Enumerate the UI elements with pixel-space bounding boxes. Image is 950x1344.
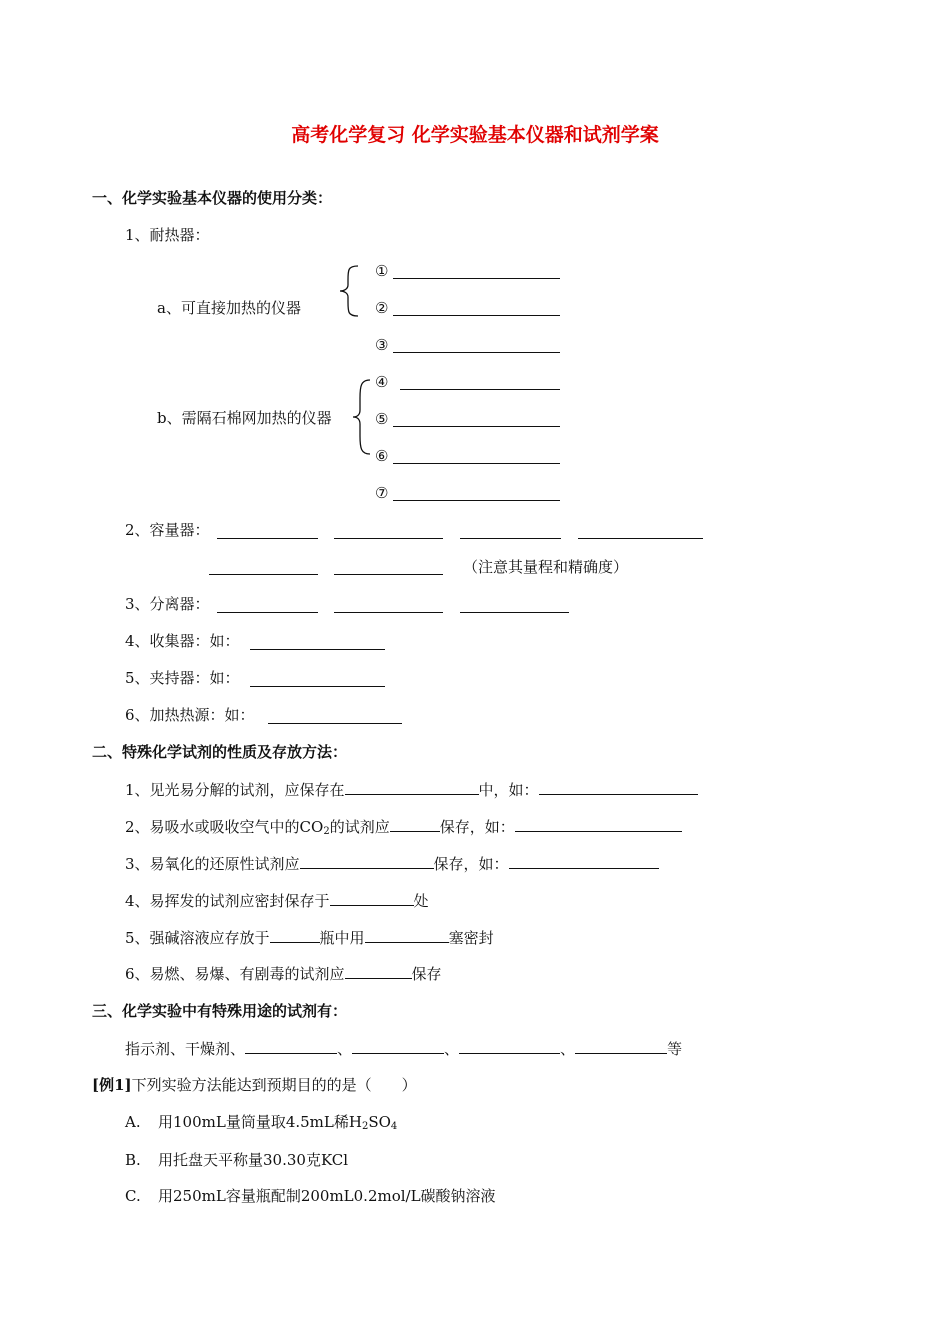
- s2-line-2: [125, 816, 682, 837]
- brace-b-icon: [350, 378, 376, 456]
- blank-line[interactable]: [270, 927, 320, 943]
- mark-1: ①: [375, 262, 389, 280]
- mark-6: ⑥: [375, 447, 389, 465]
- co2-subscript: 2: [323, 826, 330, 837]
- item-2-volumetric: 2、容量器：: [125, 521, 210, 539]
- s3-sep: 、: [444, 1040, 460, 1058]
- page-title: 高考化学复习 化学实验基本仪器和试剂学案: [291, 124, 659, 146]
- s2-line-5: [125, 927, 494, 948]
- blank-line[interactable]: [334, 538, 443, 539]
- s2-line-1-text-b: 中，如：: [478, 781, 539, 799]
- option-c-letter: C.: [125, 1187, 141, 1205]
- s2-line-6: [125, 963, 442, 984]
- blank-line[interactable]: [345, 963, 412, 979]
- s2-line-3-text-b: 保存，如：: [433, 855, 509, 873]
- blank-line[interactable]: [460, 538, 561, 539]
- blank-line[interactable]: [459, 1038, 560, 1054]
- s3-line-text-a: 指示剂、干燥剂、: [125, 1040, 246, 1058]
- example-question-text: 下列实验方法能达到预期目的的是（ ）: [131, 1076, 417, 1094]
- s2-line-3: [125, 853, 659, 874]
- group-a-label: a、可直接加热的仪器: [157, 299, 301, 317]
- item-3-separation: 3、分离器：: [125, 595, 210, 613]
- blank-line[interactable]: [539, 779, 698, 795]
- item-6-heat-source: 6、加热热源：如：: [125, 706, 255, 724]
- blank-line[interactable]: [390, 816, 440, 832]
- mark-4: ④: [375, 373, 389, 391]
- blank-line[interactable]: [393, 278, 560, 279]
- s2-line-5-text-b: 瓶中用: [319, 929, 365, 947]
- option-b-text: 用托盘天平称量30.30克KCl: [158, 1151, 349, 1169]
- section-1-heading: 一、化学实验基本仪器的使用分类：: [92, 189, 333, 207]
- option-a-text-2: SO: [368, 1113, 391, 1131]
- option-b[interactable]: [125, 1150, 348, 1170]
- s2-line-3-text-a: 3、易氧化的还原性试剂应: [125, 855, 300, 873]
- blank-line[interactable]: [334, 612, 443, 613]
- item-5-holder: 5、夹持器：如：: [125, 669, 240, 687]
- blank-line[interactable]: [300, 853, 434, 869]
- blank-line[interactable]: [393, 352, 560, 353]
- blank-line[interactable]: [515, 816, 682, 832]
- s2-line-2-text-c: 保存，如：: [439, 818, 515, 836]
- s2-line-4-text-b: 处: [413, 892, 429, 910]
- s2-line-2-text-b: 的试剂应: [329, 818, 390, 836]
- s3-end: 等: [667, 1040, 683, 1058]
- blank-line[interactable]: [400, 389, 560, 390]
- s3-sep: 、: [560, 1040, 576, 1058]
- option-a[interactable]: [125, 1112, 397, 1132]
- option-a-text: 用100mL量筒量取4.5mL稀H: [158, 1113, 362, 1131]
- blank-line[interactable]: [460, 612, 569, 613]
- blank-line[interactable]: [393, 500, 560, 501]
- s2-line-4: [125, 890, 429, 911]
- blank-line[interactable]: [352, 1038, 444, 1054]
- mark-7: ⑦: [375, 484, 389, 502]
- blank-line[interactable]: [245, 1038, 337, 1054]
- mark-3: ③: [375, 336, 389, 354]
- s2-line-1: [125, 779, 698, 800]
- s2-line-1-text-a: 1、见光易分解的试剂，应保存在: [125, 781, 345, 799]
- option-c[interactable]: [125, 1186, 496, 1206]
- blank-line[interactable]: [217, 612, 318, 613]
- option-a-sub-1: 2: [361, 1121, 369, 1132]
- option-a-letter: A.: [125, 1113, 141, 1131]
- blank-line[interactable]: [330, 890, 414, 906]
- blank-line[interactable]: [209, 574, 318, 575]
- blank-line[interactable]: [334, 574, 443, 575]
- s3-sep: 、: [337, 1040, 353, 1058]
- blank-line[interactable]: [345, 779, 479, 795]
- s2-line-2-text-a: 2、易吸水或吸收空气中的CO: [125, 818, 324, 836]
- blank-line[interactable]: [578, 538, 703, 539]
- blank-line[interactable]: [509, 853, 659, 869]
- brace-a-icon: [336, 264, 366, 318]
- blank-line[interactable]: [268, 723, 402, 724]
- example-tag: [例1]: [92, 1076, 132, 1094]
- s2-line-4-text-a: 4、易挥发的试剂应密封保存于: [125, 892, 330, 910]
- s2-line-6-text-a: 6、易燃、易爆、有剧毒的试剂应: [125, 965, 345, 983]
- blank-line[interactable]: [250, 649, 385, 650]
- section-3-heading: 三、化学实验中有特殊用途的试剂有：: [92, 1002, 348, 1020]
- example-question: [92, 1075, 417, 1095]
- mark-2: ②: [375, 299, 389, 317]
- blank-line[interactable]: [393, 463, 560, 464]
- option-b-letter: B.: [125, 1151, 141, 1169]
- blank-line[interactable]: [250, 686, 385, 687]
- group-b-label: b、需隔石棉网加热的仪器: [157, 409, 332, 427]
- s2-line-6-text-b: 保存: [411, 965, 442, 983]
- option-c-text: 用250mL容量瓶配制200mL0.2mol/L碳酸钠溶液: [158, 1187, 496, 1205]
- item-4-collector: 4、收集器：如：: [125, 632, 240, 650]
- blank-line[interactable]: [217, 538, 318, 539]
- blank-line[interactable]: [393, 315, 560, 316]
- option-a-sub-2: 4: [390, 1121, 398, 1132]
- s3-line: [125, 1038, 682, 1059]
- section-2-heading: 二、特殊化学试剂的性质及存放方法：: [92, 743, 348, 761]
- s2-line-5-text-a: 5、强碱溶液应存放于: [125, 929, 270, 947]
- blank-line[interactable]: [393, 426, 560, 427]
- mark-5: ⑤: [375, 410, 389, 428]
- blank-line[interactable]: [365, 927, 449, 943]
- item-2-note: （注意其量程和精确度）: [463, 558, 629, 576]
- item-1-heat-resistant: 1、耐热器：: [125, 226, 210, 244]
- s2-line-5-text-c: 塞密封: [448, 929, 494, 947]
- blank-line[interactable]: [575, 1038, 667, 1054]
